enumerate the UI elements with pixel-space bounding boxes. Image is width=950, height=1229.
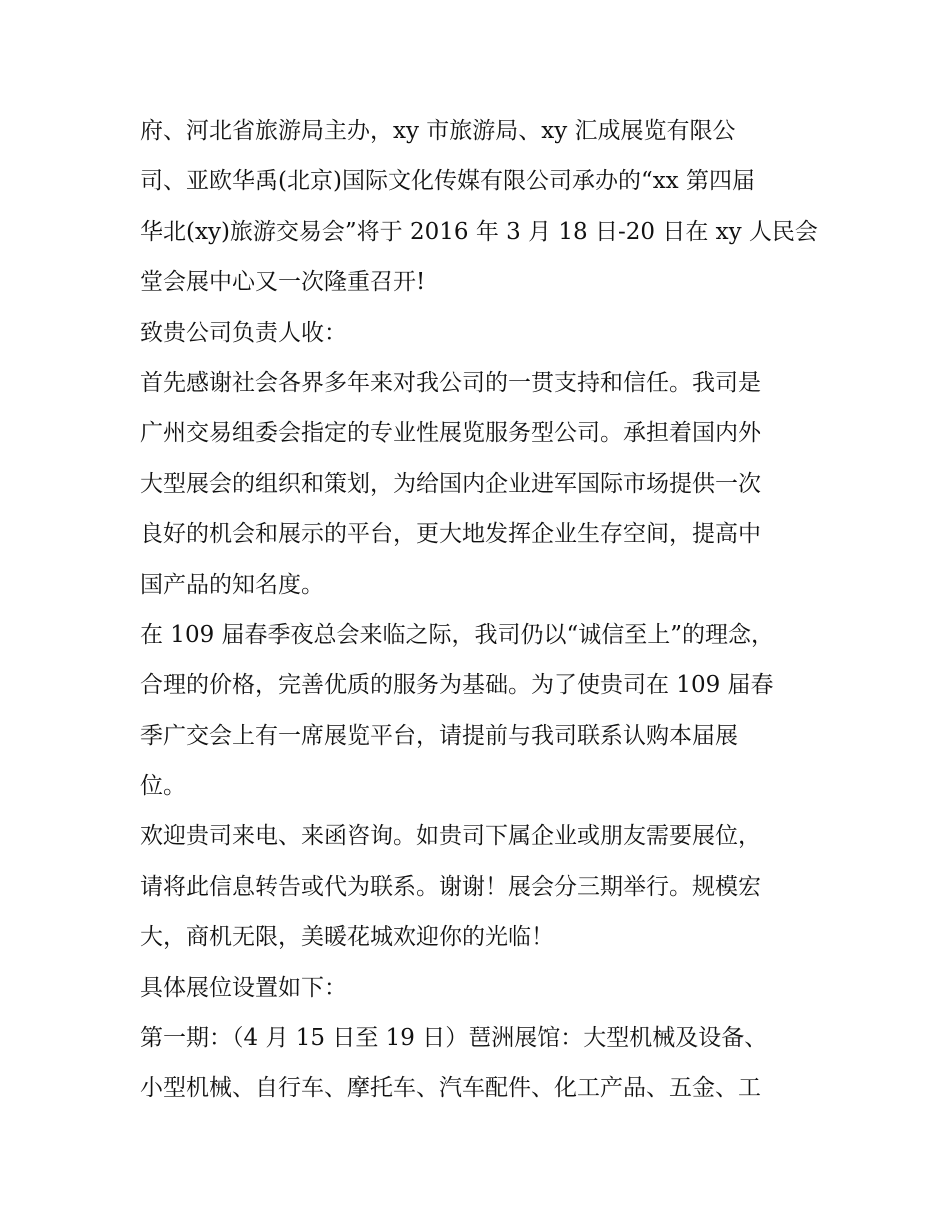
text-line: 第一期：（4 月 15 日至 19 日）琶洲展馆：大型机械及设备、 xyxy=(140,1025,768,1052)
text-line: 季广交会上有一席展览平台，请提前与我司联系认购本届展 xyxy=(140,722,738,749)
text-line: 请将此信息转告或代为联系。谢谢！展会分三期举行。规模宏 xyxy=(140,873,761,900)
text-line: 具体展位设置如下： xyxy=(140,974,347,1001)
text-line: 小型机械、自行车、摩托车、汽车配件、化工产品、五金、工 xyxy=(140,1075,761,1102)
text-line: 致贵公司负责人收： xyxy=(140,319,347,346)
text-line: 位。 xyxy=(140,773,186,800)
text-line: 司、亚欧华禹(北京)国际文化传媒有限公司承办的“xx 第四届 xyxy=(140,168,755,195)
text-line: 华北(xy)旅游交易会”将于 2016 年 3 月 18 日-20 日在 xy 人民会 xyxy=(140,218,818,245)
text-line: 首先感谢社会各界多年来对我公司的一贯支持和信任。我司是 xyxy=(140,369,761,396)
text-line: 广州交易组委会指定的专业性展览服务型公司。承担着国内外 xyxy=(140,420,761,447)
text-line: 在 109 届春季夜总会来临之际，我司仍以“诚信至上”的理念， xyxy=(140,621,775,648)
text-line: 良好的机会和展示的平台，更大地发挥企业生存空间，提高中 xyxy=(140,521,761,548)
text-line: 欢迎贵司来电、来函咨询。如贵司下属企业或朋友需要展位， xyxy=(140,823,761,850)
document-body xyxy=(140,106,820,1114)
text-line: 合理的价格，完善优质的服务为基础。为了使贵司在 109 届春 xyxy=(140,672,774,699)
text-line: 堂会展中心又一次隆重召开! xyxy=(140,269,426,296)
text-line: 大，商机无限，美暖花城欢迎你的光临！ xyxy=(140,924,554,951)
text-line: 大型展会的组织和策划，为给国内企业进军国际市场提供一次 xyxy=(140,470,761,497)
text-line: 国产品的知名度。 xyxy=(140,571,324,598)
text-line: 府、河北省旅游局主办，xy 市旅游局、xy 汇成展览有限公 xyxy=(140,118,736,144)
